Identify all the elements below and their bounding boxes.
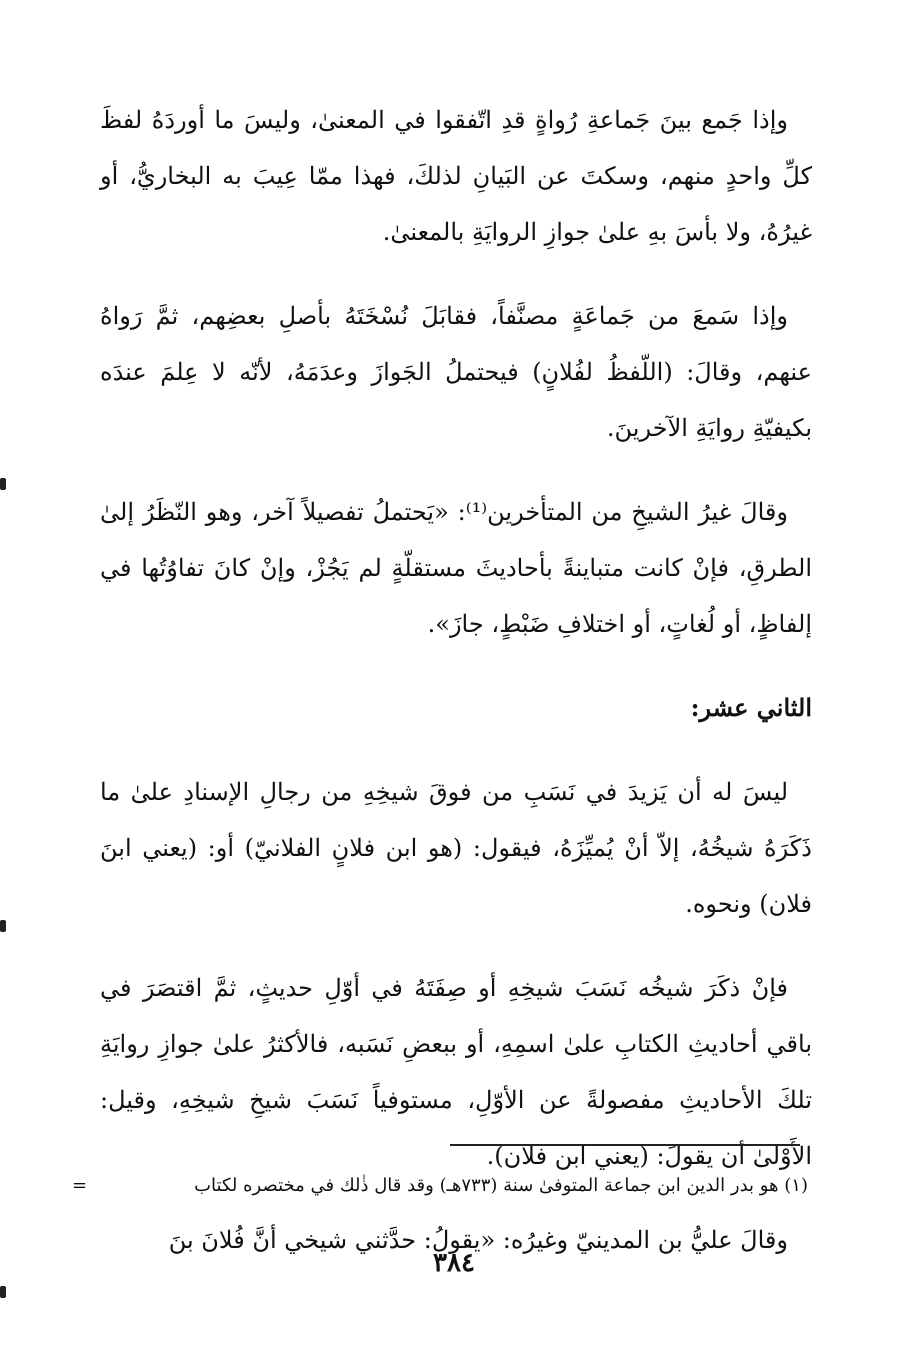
paragraph-1: وإذا جَمع بينَ جَماعةِ رُواةٍ قدِ اتّفقوا في المعنىٰ، وليسَ ما أوردَهُ لفظَ كلِّ واحدٍ منهم، وسكتَ عن البَيانِ لذلكَ، فهذا ممّا عِيبَ به البخاريُّ، أو غيرُهُ، ولا بأسَ بهِ علىٰ جوازِ الروايَةِ بالمعنىٰ.	[100, 106, 812, 246]
paragraph-5: فإنْ ذكَرَ شيخُه نَسَبَ شيخِهِ أو صِفَتَهُ في أوّلِ حديثٍ، ثمَّ اقتصَرَ في باقي أحاديثِ الكتابِ علىٰ اسمِهِ، أو ببعضِ نَسَبه، فالأكثرُ علىٰ جوازِ روايَةِ تلكَ الأحاديثِ مفصولةً عن الأوّلِ، مستوفياً نَسَبَ شيخِ شيخِهِ، وقيل: الأَوْلىٰ أن يقولَ: (يعني ابن فلان).	[100, 974, 812, 1170]
margin-dot-top	[0, 478, 6, 490]
paragraph-2: وإذا سَمعَ من جَماعَةٍ مصنَّفاً، فقابَلَ نُسْخَتَهُ بأصلِ بعضِهم، ثمَّ رَواهُ عنهم، وقالَ: (اللّفظُ لفُلانٍ) فيحتملُ الجَوازَ وعدَمَهُ، لأنّه لا عِلمَ عندَه بكيفيّةِ روايَةِ الآخرينَ.	[100, 302, 812, 442]
page-number: ٣٨٤	[433, 1248, 475, 1278]
main-text	[100, 92, 812, 1268]
section-heading: الثاني عشر:	[690, 693, 812, 722]
margin-dot-middle	[0, 920, 6, 932]
paragraph-3: وقالَ غيرُ الشيخِ من المتأخرين⁽¹⁾: «يَحتملُ تفصيلاً آخر، وهو النّظَرُ إلىٰ الطرقِ، فإنْ كانت متباينةً بأحاديثَ مستقلّةٍ لم يَجُزْ، وإنْ كانَ تفاوُتُها في إلفاظٍ، أو لُغاتٍ، أو اختلافِ ضَبْطٍ، جازَ».	[100, 498, 812, 638]
paragraph-4: ليسَ له أن يَزيدَ في نَسَبِ من فوقَ شيخِهِ من رجالِ الإسنادِ علىٰ ما ذَكَرَهُ شيخُهُ، إلاّ أنْ يُميِّزَهُ، فيقول: (هو ابن فلانٍ الفلانيّ) أو: (يعني ابنَ فلان) ونحوه.	[100, 778, 812, 918]
footnote-continuation-mark: =	[72, 1175, 88, 1196]
footnote-separator	[450, 1144, 800, 1146]
margin-dot-bottom	[0, 1286, 6, 1298]
paragraph-6: وقالَ عليُّ بن المدينيّ وغيرُه: «يقولُ: حدَّثني شيخي أنَّ فُلانَ بنَ	[168, 1226, 788, 1254]
footnote: (١) هو بدر الدين ابن جماعة المتوفىٰ سنة (٧٣٣هـ) وقد قال ذٰلك في مختصره لكتاب	[194, 1175, 808, 1196]
